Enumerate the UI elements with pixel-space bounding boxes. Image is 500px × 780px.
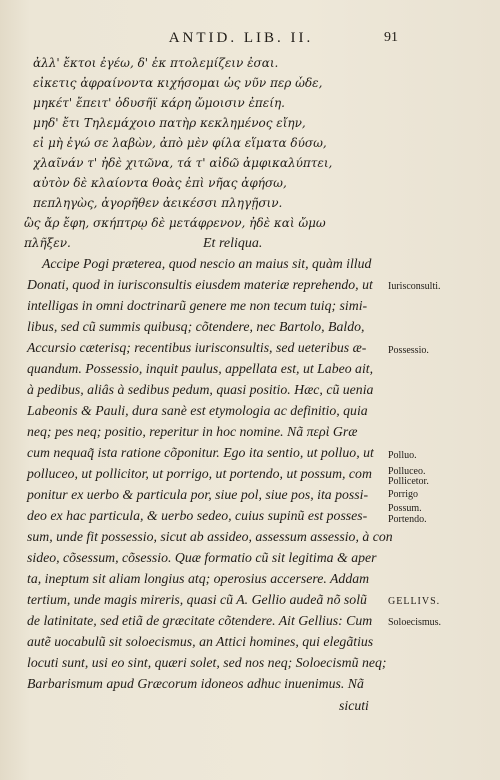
greek-line: πλῆξεν. bbox=[24, 236, 71, 250]
greek-line: ὣς ἄρ ἔφη, σκήπτρῳ δὲ μετάφρενον, ἠδὲ καὶ ὤμω bbox=[24, 216, 326, 230]
marginal-note-portendo: Portendo. bbox=[388, 514, 427, 525]
greek-line: εἰκετις ἀφραίνοντα κιχήσομαι ὡς νῦν περ ὧδε, bbox=[33, 76, 323, 90]
greek-line: μηκέτ' ἔπειτ' ὀδυσῆϊ κάρη ὤμοισιν ἐπείη. bbox=[33, 96, 285, 110]
marginal-note-soloecismus: Soloecismus. bbox=[388, 617, 442, 628]
body-line: intelligas in omni doctrinarũ genere me non tecum tuiq; simi- bbox=[27, 298, 368, 313]
body-line: deo ex hac particula, & uerbo sedeo, cuius supinũ est posses- bbox=[27, 508, 368, 523]
body-line: de latinitate, sed etiã de græcitate cõtendere. Ait Gellius: Cum bbox=[27, 613, 373, 628]
body-line: autẽ uocabulũ sit soloecismus, an Attici homines, qui elegãtius bbox=[27, 634, 374, 649]
body-line: Donati, quod in iurisconsultis eiusdem materiæ reprehendo, ut bbox=[27, 277, 373, 292]
marginal-note-pollicetor: Pollicetor. bbox=[388, 476, 429, 487]
marginal-note-gellius: GELLIVS. bbox=[388, 596, 441, 607]
marginal-note-possessio: Possessio. bbox=[388, 345, 429, 356]
marginal-note-porrigo: Porrigo bbox=[388, 489, 418, 500]
body-line: quandum. Possessio, inquit paulus, appellata est, ut Labeo ait, bbox=[27, 361, 374, 376]
body-line: cum nequaq̃ ista ratione cõponitur. Ego ita sentio, ut polluo, ut bbox=[27, 445, 374, 460]
body-line: libus, sed cũ summis quibusq; cõtendere, nec Bartolo, Baldo, bbox=[27, 319, 365, 334]
body-line: ponitur ex uerbo & particula por, siue pol, siue pos, ita possi- bbox=[27, 487, 369, 502]
running-title: ANTID. LIB. II. bbox=[168, 30, 314, 46]
marginal-note-iurisconsulti: Iurisconsulti. bbox=[388, 281, 441, 292]
greek-line: αὐτὸν δὲ κλαίοντα θοὰς ἐπὶ νῆας ἀφήσω, bbox=[33, 176, 287, 190]
body-line: tertium, unde magis mireris, quasi cũ A. Gellio audeã nõ solũ bbox=[27, 592, 367, 607]
body-line: ta, ineptum sit aliam longius atq; operosius accersere. Addam bbox=[27, 571, 370, 586]
marginal-note-possum: Possum. bbox=[388, 503, 422, 514]
body-line: Barbarismum apud Græcorum idoneos adhuc inuenimus. Nã bbox=[27, 676, 364, 691]
body-line: neq; pes neq; positio, reperitur in hoc nomine. Nã περὶ Græ bbox=[27, 424, 358, 439]
body-line: sum, unde fit possessio, sicut ab assideo, assessum assessio, à con bbox=[27, 529, 393, 544]
body-line: Labeonis & Pauli, dura sanè est etymologia ac definitio, quia bbox=[27, 403, 368, 418]
body-line: Accipe Pogi præterea, quod nescio an maius sit, quàm illud bbox=[42, 256, 372, 271]
greek-line: μηδ' ἔτι Τηλεμάχοιο πατὴρ κεκλημένος εἴην, bbox=[33, 116, 306, 130]
body-line: sideo, cõsessum, cõsessio. Quæ formatio cũ sit legitima & aper bbox=[27, 550, 377, 565]
body-line: à pedibus, aliâs à sedibus pedum, quasi positio. Hæc, cũ uenia bbox=[27, 382, 374, 397]
body-line: locuti sunt, usi eo sint, quæri solet, sed nos neq; Soloecismũ neq; bbox=[27, 655, 387, 670]
greek-line: πεπληγὼς, ἀγορῆθεν ἀεικέσσι πληγῇσιν. bbox=[33, 196, 283, 210]
catchword: sicuti bbox=[339, 698, 369, 713]
page-number: 91 bbox=[384, 30, 398, 45]
body-line: Accursio cæterisq; recentibus iurisconsultis, sed ueteribus æ- bbox=[27, 340, 367, 355]
greek-line: εἰ μὴ ἐγώ σε λαβὼν, ἀπὸ μὲν φίλα εἵματα δύσω, bbox=[33, 136, 327, 150]
greek-line: ἀλλ' ἔκτοι ἐγέω, δ' ἐκ πτολεμίζειν ἐσαι. bbox=[33, 56, 279, 70]
et-reliqua: Et reliqua. bbox=[203, 236, 263, 251]
marginal-note-polluceo: Polluceo. bbox=[388, 466, 426, 477]
body-line: polluceo, ut pollicitor, ut porrigo, ut portendo, ut possum, com bbox=[27, 466, 372, 481]
greek-line: χλαῖνάν τ' ἠδὲ χιτῶνα, τά τ' αἰδῶ ἀμφικαλύπτει, bbox=[33, 156, 333, 170]
marginal-note-polluo: Polluo. bbox=[388, 450, 417, 461]
